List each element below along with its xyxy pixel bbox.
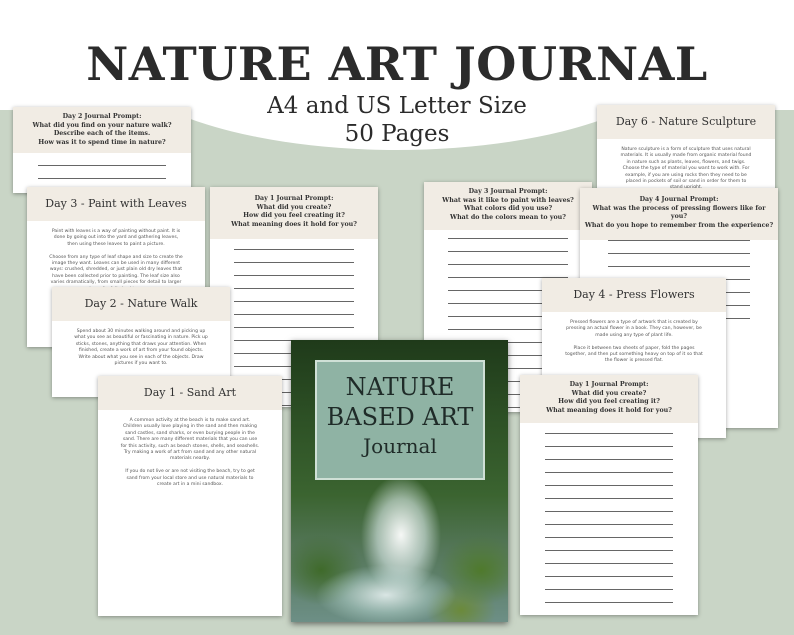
page-heading: Day 3 - Paint with Leaves <box>27 187 205 221</box>
page-body: A common activity at the beach is to make sand art. Children usually love playing in the sand and then making sand castles, sand sharks, or even burying people in the sand. There are many different materials that you can use for this activity, such as beach stones, shells, and seashells. Try making a work of art from sand and any other natural materials nearby. If you do not live or are not visiting the beach, try to get sand from your local store and use natural materials to create art in a mini sandbox. <box>120 418 260 488</box>
page-day2-prompt <box>13 107 191 193</box>
cover-title-frame <box>315 360 485 480</box>
page-heading: Day 1 Journal Prompt: What did you create? How did you feel creating it? What meaning does it hold for you? <box>210 187 378 239</box>
cover-title-line-3: Journal <box>363 434 437 458</box>
page-body: Paint with leaves is a way of painting without paint. It is done by going out into the yard and gathering leaves, then using these leaves to paint a picture. Choose from any type of leaf shape and size to create the image they want. Leaves can be used in many different ways: crushed, shredded, or just plain old dry leaves that have been collected prior to painting. The leaf size also varies dramatically, from small pieces for detail to larger <box>49 229 183 286</box>
page-heading: Day 1 Journal Prompt: What did you create? How did you feel creating it? What meaning does it hold for you? <box>520 375 698 423</box>
page-heading: Day 4 Journal Prompt: What was the process of pressing flowers like for you? What do you hope to remember from the experience? <box>580 188 778 240</box>
page-body: Nature sculpture is a form of sculpture that uses natural materials. It is usually made from organic material found in nature such as plants, leaves, flowers, and twigs. Choose the type of material you want to work with. For example, if you are using rocks then they need to be placed in pockets of soil or sand in order for them to <box>620 147 752 185</box>
subtitle-size: A4 and US Letter Size <box>267 93 527 119</box>
cover-title-line-1: NATURE <box>345 373 455 401</box>
page-day1-sand <box>98 376 282 616</box>
cover-title-line-2: BASED ART <box>326 403 474 431</box>
subtitle-pages: 50 Pages <box>344 121 450 147</box>
page-heading: Day 3 Journal Prompt: What was it like to paint with leaves? What colors did you use? What do the colors mean to you? <box>424 182 592 230</box>
page-heading: Day 1 - Sand Art <box>98 376 282 410</box>
page-day1-prompt-right <box>520 375 698 615</box>
page-heading: Day 2 - Nature Walk <box>52 287 230 321</box>
main-title: NATURE ART JOURNAL <box>86 37 708 91</box>
journal-cover <box>291 340 508 622</box>
writing-lines <box>545 421 673 615</box>
page-body: Pressed flowers are a type of artwork that is created by pressing an actual flower in a book. They can, however, be made using any type of plant life. Place it between two sheets of paper, fold the pages together, and then put something heavy on top of it so that the flower is pressed flat. <box>565 320 703 364</box>
page-heading: Day 6 - Nature Sculpture <box>597 105 775 139</box>
page-heading: Day 2 Journal Prompt: What did you find on your nature walk? Describe each of the items. How was it to spend time in nature? <box>13 107 191 153</box>
page-heading: Day 4 - Press Flowers <box>542 278 726 312</box>
page-body: Spend about 30 minutes walking around and picking up what you see as beautiful or fascinating in nature. Pick up sticks, stones, anything that draws your attention. When finished, create a work of art from your found objects. Write about what you see in each of the objects. Draw pictures if you want to. <box>74 329 208 367</box>
